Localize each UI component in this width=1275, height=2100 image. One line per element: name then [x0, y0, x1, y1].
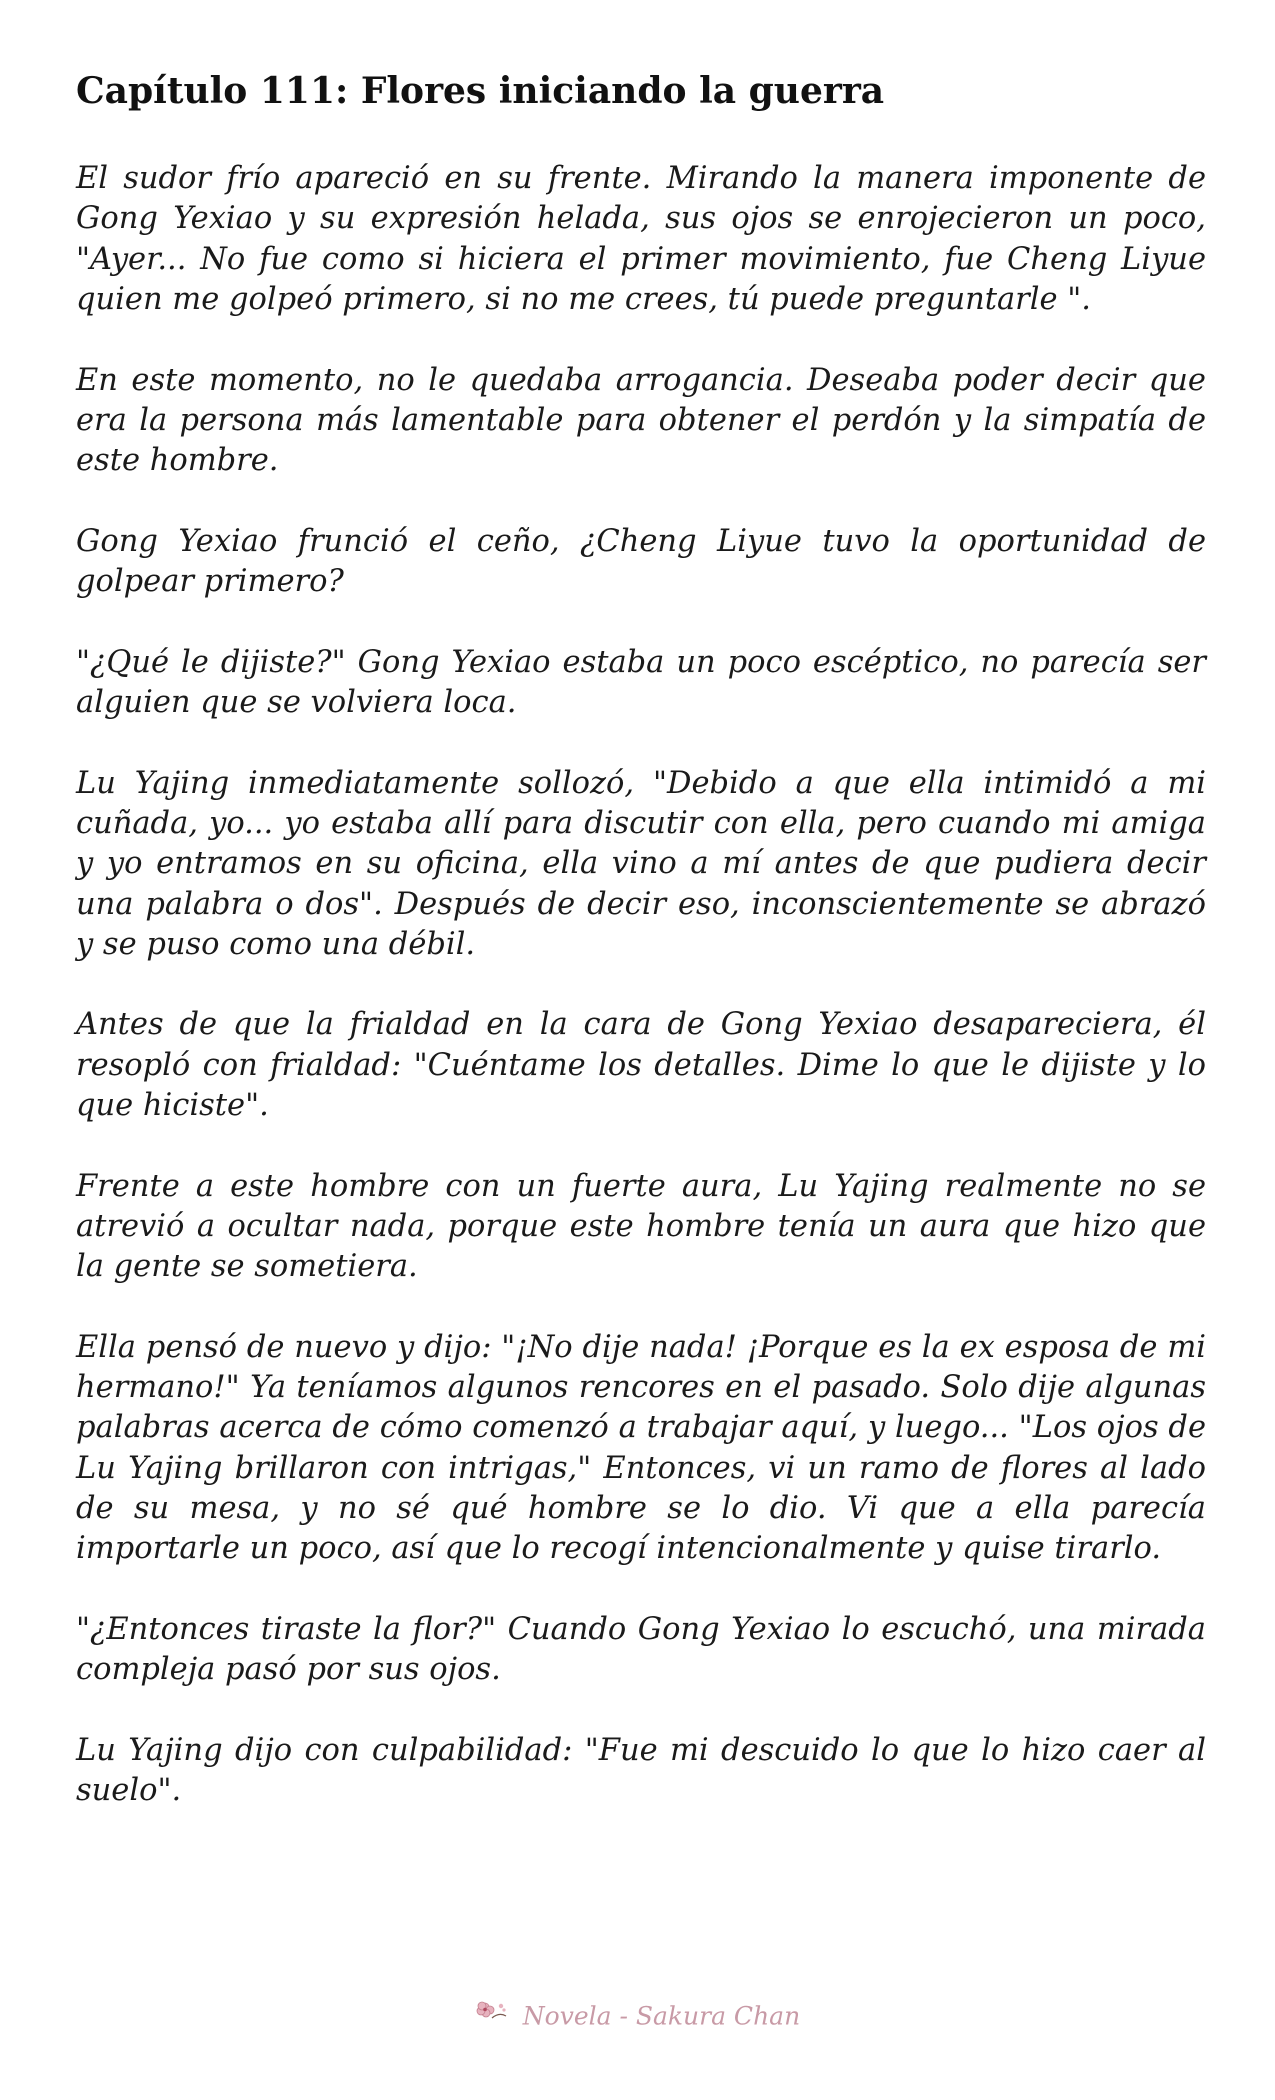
paragraph: Lu Yajing dijo con culpabilidad: "Fue mi descuido lo que lo hizo caer al suelo".	[76, 1732, 1206, 1809]
sakura-flower-icon	[475, 1998, 509, 2034]
paragraph: "¿Qué le dijiste?" Gong Yexiao estaba un poco escéptico, no parecía ser alguien que se volviera loca.	[76, 644, 1206, 721]
paragraph: Ella pensó de nuevo y dijo: "¡No dije nada! ¡Porque es la ex esposa de mi hermano!" Ya teníamos algunos rencores en el pasado. Solo dije algunas palabras acerca de cómo comenzó a trabajar aquí, y luego... "Los ojos de Lu Yajing brillaron con intrigas," Entonces, vi un ramo de flores al lado de su mesa, y no sé qué hombre se lo dio. Vi que a ella parecía importarle un poco, así que lo recogí intencionalmente y quise tirarlo.	[76, 1329, 1206, 1567]
watermark-text: Novela - Sakura Chan	[522, 2001, 801, 2031]
paragraph: Gong Yexiao frunció el ceño, ¿Cheng Liyue tuvo la oportunidad de golpear primero?	[76, 523, 1206, 600]
paragraph: Lu Yajing inmediatamente sollozó, "Debido a que ella intimidó a mi cuñada, yo... yo estaba allí para discutir con ella, pero cuando mi amiga y yo entramos en su oficina, ella vino a mí antes de que pudiera decir una palabra o dos". Después de decir eso, inconscientemente se abrazó y se puso como una débil.	[76, 765, 1206, 962]
chapter-page	[76, 70, 1206, 1852]
paragraph: "¿Entonces tiraste la flor?" Cuando Gong Yexiao lo escuchó, una mirada compleja pasó por sus ojos.	[76, 1611, 1206, 1688]
paragraph: Frente a este hombre con un fuerte aura, Lu Yajing realmente no se atrevió a ocultar nada, porque este hombre tenía un aura que hizo que la gente se sometiera.	[76, 1168, 1206, 1285]
watermark	[0, 1998, 1275, 2034]
chapter-title: Capítulo 111: Flores iniciando la guerra	[76, 70, 885, 112]
paragraph: En este momento, no le quedaba arrogancia. Deseaba poder decir que era la persona más lamentable para obtener el perdón y la simpatía de este hombre.	[76, 362, 1206, 479]
paragraph: Antes de que la frialdad en la cara de Gong Yexiao desapareciera, él resopló con frialdad: "Cuéntame los detalles. Dime lo que le dijiste y lo que hiciste".	[76, 1007, 1206, 1124]
paragraph: El sudor frío apareció en su frente. Mirando la manera imponente de Gong Yexiao y su expresión helada, sus ojos se enrojecieron un poco, "Ayer... No fue como si hiciera el primer movimiento, fue Cheng Liyue quien me golpeó primero, si no me crees, tú puede preguntarle ".	[76, 161, 1206, 318]
